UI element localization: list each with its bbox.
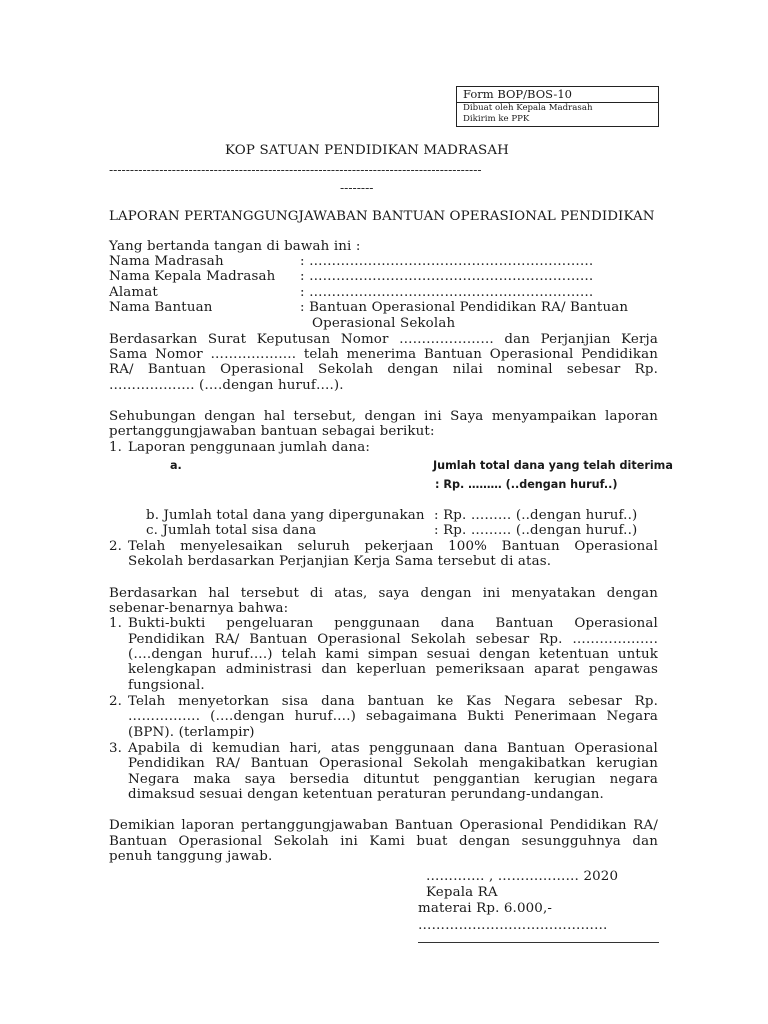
report-item-2-line: Telah menyelesaikan seluruh pekerjaan 100% Bantuan Operasional [128,539,658,554]
paragraph-1-line: Berdasarkan Surat Keputusan Nomor ………………… dan Perjanjian Kerja [109,332,658,347]
signature-line [418,942,659,943]
report-item-text: Laporan penggunaan jumlah dana: [128,440,371,455]
intro-text: Yang bertanda tangan di bawah ini : [109,239,361,254]
report-item-number: 1. [109,440,123,455]
paragraph-2-line: pertanggungjawaban bantuan sebagai berikut: [109,424,435,439]
signature-stamp-note: materai Rp. 6.000,- [418,901,553,916]
form-code-row [457,87,658,103]
statement-3-line: Apabila di kemudian hari, atas penggunaan dana Bantuan Operasional [128,741,658,756]
field-value-bantuan-cont: Operasional Sekolah [312,316,456,331]
document-title: LAPORAN PERTANGGUNGJAWABAN BANTUAN OPERASIONAL PENDIDIKAN [109,209,655,224]
sub-item-b-value: : Rp. ……… (..dengan huruf..) [434,508,638,523]
form-sent-to: Dikirim ke PPK [463,114,530,124]
statement-number: 1. [109,616,123,631]
statement-1-line: kelengkapan administrasi dan keperluan pemeriksaan aparat pengawas [128,662,658,677]
closing-line: Demikian laporan pertanggungjawaban Bantuan Operasional Pendidikan RA/ [109,818,658,833]
statement-number: 2. [109,694,123,709]
statement-2-line: ……………. (….dengan huruf….) sebagaimana Bukti Penerimaan Negara [128,709,658,724]
statement-3-line: dimaksud sesuai dengan ketentuan peraturan perundang-undangan. [128,787,604,802]
form-made-by: Dibuat oleh Kepala Madrasah [463,103,593,113]
sub-item-b-text: b. Jumlah total dana yang dipergunakan [146,508,425,523]
statement-number: 3. [109,741,123,756]
paragraph-3-line: sebenar-benarnya bahwa: [109,601,289,616]
statement-1-line: (….dengan huruf….) telah kami simpan sesuai dengan ketentuan untuk [128,647,658,662]
paragraph-1-line: ………………. (….dengan huruf….). [109,378,344,393]
statement-2-line: Telah menyetorkan sisa dana bantuan ke Kas Negara sebesar Rp. [128,694,658,709]
statement-2-line: (BPN). (terlampir) [128,725,255,740]
report-item-number: 2. [109,539,123,554]
statement-3-line: Negara maka saya bersedia dituntut penggantian kerugian negara [128,772,658,787]
sub-item-c-text: c. Jumlah total sisa dana [146,523,317,538]
paragraph-1-line: Sama Nomor ………………. telah menerima Bantuan Operasional Pendidikan [109,347,658,362]
sub-item-a-label: a. [170,459,182,472]
statement-1-line: Pendidikan RA/ Bantuan Operasional Sekolah sebesar Rp. ………………. [128,632,658,647]
signature-name-placeholder: …………………………………… [418,918,608,933]
field-label-madrasah: Nama Madrasah [109,254,224,269]
separator-line-end: -------- [340,180,374,195]
field-label-bantuan: Nama Bantuan [109,300,213,315]
report-item-2-line: Sekolah berdasarkan Perjanjian Kerja Sama tersebut di atas. [128,554,552,569]
form-code: Form BOP/BOS-10 [463,87,572,101]
sub-item-a-value: : Rp. ……… (..dengan huruf..) [435,478,618,491]
signature-role: Kepala RA [426,885,498,900]
field-value-bantuan: : Bantuan Operasional Pendidikan RA/ Bantuan [300,300,629,315]
field-value-kepala: : ……………………………………………………… [300,269,594,284]
paragraph-1-line: RA/ Bantuan Operasional Sekolah dengan nilai nominal sebesar Rp. [109,362,658,377]
separator-line: ----------------------------------------------------------------------------------------- [109,162,482,177]
form-code-box [456,86,659,127]
sub-item-c-value: : Rp. ……… (..dengan huruf..) [434,523,638,538]
statement-1-line: fungsional. [128,678,205,693]
sub-item-a-text: Jumlah total dana yang telah diterima [433,459,673,472]
closing-line: penuh tanggung jawab. [109,849,273,864]
field-value-madrasah: : ……………………………………………………… [300,254,594,269]
paragraph-2-line: Sehubungan dengan hal tersebut, dengan ini Saya menyampaikan laporan [109,409,658,424]
signature-place-date: …………. , ……………… 2020 [426,869,619,884]
statement-3-line: Pendidikan RA/ Bantuan Operasional Sekolah mengakibatkan kerugian [128,756,658,771]
field-label-kepala: Nama Kepala Madrasah [109,269,276,284]
statement-1-line: Bukti-bukti pengeluaran penggunaan dana Bantuan Operasional [128,616,658,631]
field-label-alamat: Alamat [109,285,158,300]
field-value-alamat: : ……………………………………………………… [300,285,594,300]
letterhead-title: KOP SATUAN PENDIDIKAN MADRASAH [225,143,509,158]
paragraph-3-line: Berdasarkan hal tersebut di atas, saya dengan ini menyatakan dengan [109,586,658,601]
closing-line: Bantuan Operasional Sekolah ini Kami buat dengan sesungguhnya dan [109,834,658,849]
